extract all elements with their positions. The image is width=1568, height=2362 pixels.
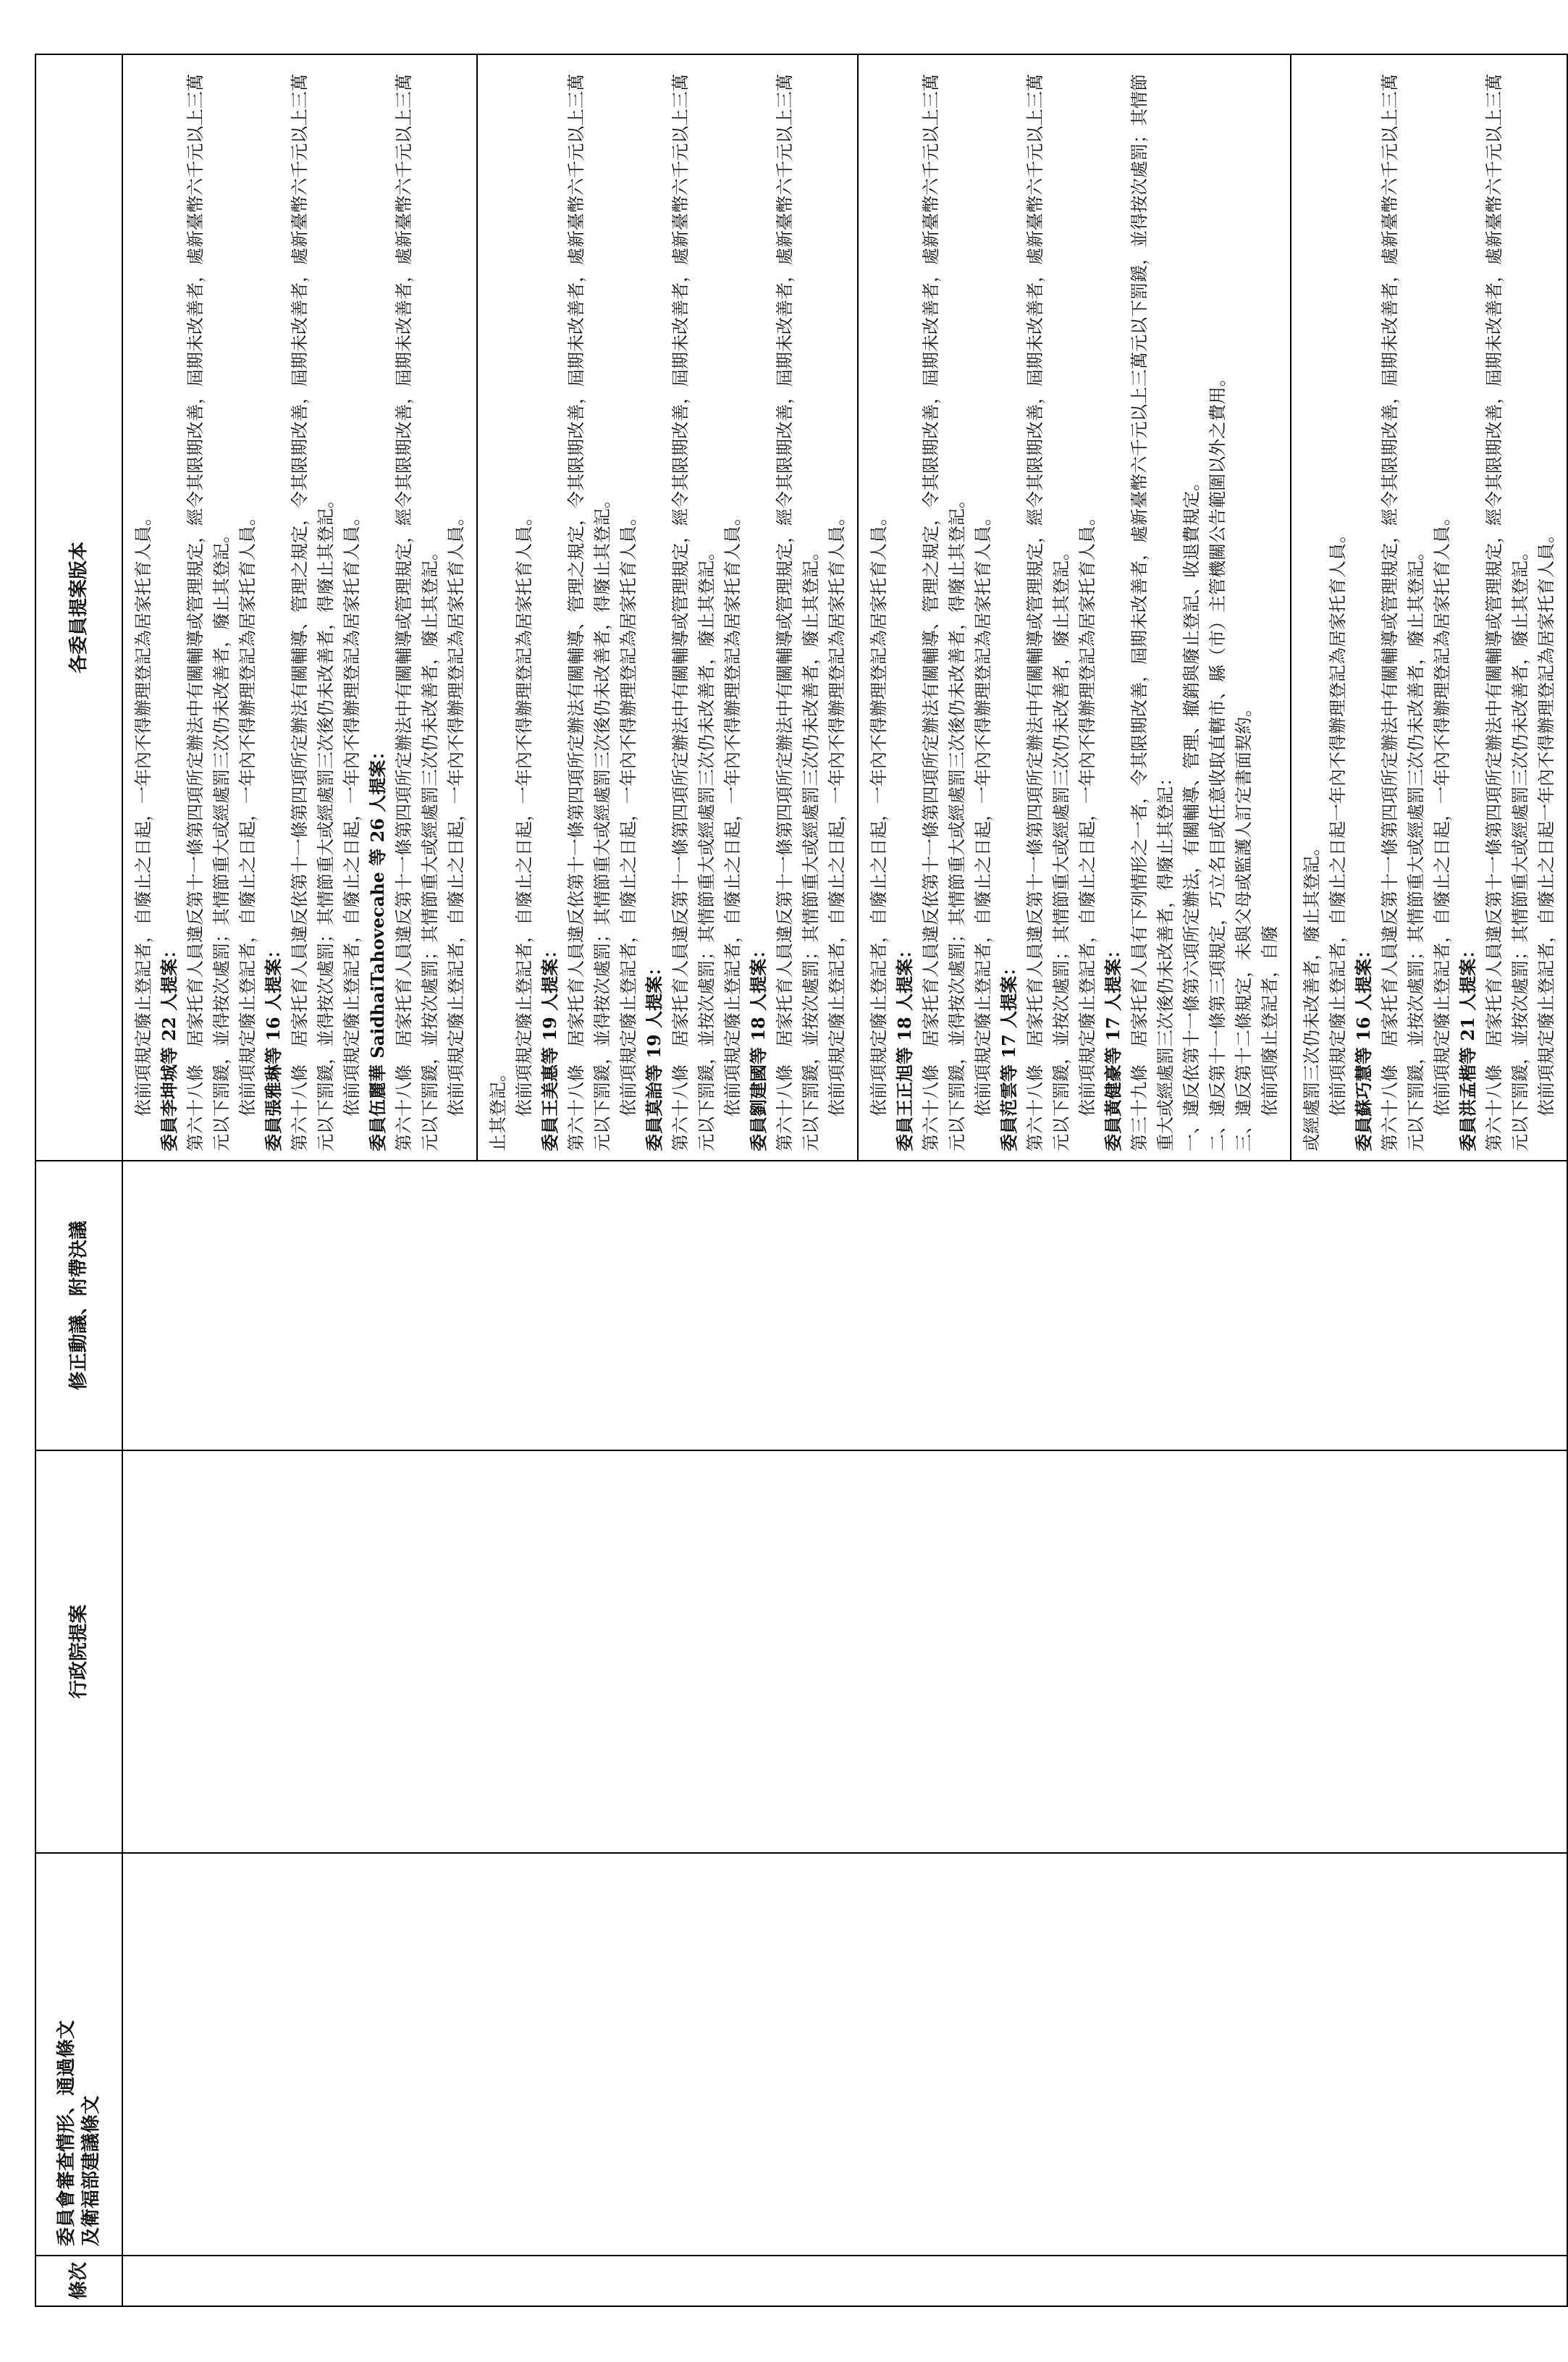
header-members: 各委員提案版本 <box>35 54 122 1161</box>
member-segment <box>476 55 857 1160</box>
proposer-heading: 委員劉建國等 18 人提案： <box>748 941 769 1151</box>
cell-executive <box>122 1450 1567 1853</box>
proposer-heading: 委員張雅琳等 16 人提案： <box>263 941 284 1151</box>
provision-text: 依前項規定廢止登記者，自廢止之日起，一年內不得辦理登記為居家托育人員。 <box>827 508 847 1117</box>
provision-text: 第六十八條 居家托育人員違反第十一條第四項所定辦法中有關輔導或管理規定，經令其限期改善，屆期未改善者，處新臺幣六千元以上三萬元以下罰鍰，並按次處罰；其情節重大或經處罰三次仍未改善者，廢止其登記。 <box>670 74 717 1151</box>
proposer-heading: 委員王正旭等 18 人提案： <box>894 941 915 1151</box>
provision-text: 第六十八條 居家托育人員違反依第十一條第四項所定辦法有關輔導、管理之規定，令其限期改善，屆期未改善者，處新臺幣六千元以上三萬元以下罰鍰，並得按次處罰；其情節重大或經處罰三次後仍未改善者，得廢止其登記。 <box>290 74 336 1151</box>
header-motion: 修正動議、附帶決議 <box>35 1161 122 1450</box>
proposer-heading: 委員黃健豪等 17 人提案： <box>1103 941 1124 1151</box>
provision-text: 或經處罰三次仍未改善者，廢止其登記。 <box>1302 839 1322 1151</box>
provision-text: 第六十八條 居家托育人員違反第十一條第四項所定辦法中有關輔導或管理規定，經令其限期改善，屆期未改善者，處新臺幣六千元以上三萬元以下罰鍰，並按次處罰；其情節重大或經處罰三次仍未改善者，廢止其登記。 <box>394 74 440 1151</box>
provision-text: 第六十八條 居家托育人員違反第十一條第四項所定辦法中有關輔導或管理規定，經令其限期改善，屆期未改善者，處新臺幣六千元以上三萬元以下罰鍰，並得按次處罰；其情節重大或經處罰三次仍未改善者，廢止其登記。 <box>185 74 232 1151</box>
provision-text: 依前項規定廢止登記者，自廢止之日起，一年內不得辦理登記為居家托育人員。 <box>446 508 466 1117</box>
member-segment <box>857 55 1290 1160</box>
proposer-heading: 委員王美惠等 19 人提案： <box>539 941 560 1151</box>
provision-text: 依前項規定廢止登記者，自廢止之日起，一年內不得辦理登記為居家托育人員。 <box>869 508 889 1117</box>
cell-motion <box>122 1161 1567 1450</box>
provision-text: 依前項規定廢止登記者，自廢止之日起，一年內不得辦理登記為居家托育人員。 <box>237 508 258 1117</box>
member-segment <box>1290 55 1567 1160</box>
provision-text: 止其登記。 <box>488 1064 508 1151</box>
provision-text: 依前項規定廢止登記者，自廢止之日起一年內不得辦理登記為居家托育人員。 <box>1536 526 1556 1117</box>
body-row <box>122 54 1567 2306</box>
member-segment <box>123 55 476 1160</box>
members-columns <box>123 55 1567 1160</box>
provision-text: 第六十八條 居家托育人員違反第十一條第四項所定辦法中有關輔導或管理規定，經令其限期改善，屆期未改善者，處新臺幣六千元以上三萬元以下罰鍰，並按次處罰；其情節重大或經處罰三次仍未改善者，廢止其登記。 <box>1380 74 1426 1151</box>
cell-committee <box>122 1853 1567 2256</box>
provision-text: 依前項規定廢止登記者，自廢止之日起，一年內不得辦理登記為居家托育人員。 <box>133 508 153 1117</box>
provision-text: 一、違反依第十一條第六項所定辦法，有關輔導、管理、撤銷與廢止登記、收退費規定。 <box>1181 474 1202 1151</box>
provision-text: 三、違反第十二條規定，未與父母或監護人訂定書面契約。 <box>1234 699 1254 1151</box>
provision-text: 第六十八條 居家托育人員違反依第十一條第四項所定辦法有關輔導、管理之規定，令其限期改善，屆期未改善者，處新臺幣六千元以上三萬元以下罰鍰，並得按次處罰；其情節重大或經處罰三次後仍未改善者，得廢止其登記。 <box>921 74 967 1151</box>
provision-text: 第六十八條 居家托育人員違反第十一條第四項所定辦法中有關輔導或管理規定，經令其限期改善，屆期未改善者，處新臺幣六千元以上三萬元以下罰鍰，並按次處罰；其情節重大或經處罰三次仍未改善者，廢止其登記。 <box>1025 74 1071 1151</box>
provision-text: 依前項規定廢止登記者，自廢止之日起，一年內不得辦理登記為居家托育人員。 <box>1077 508 1097 1117</box>
provision-text: 依前項規定廢止登記者，自廢止之日起一年內不得辦理登記為居家托育人員。 <box>1328 526 1348 1117</box>
cell-members <box>122 54 1567 1161</box>
provision-text: 第六十八條 居家托育人員違反依第十一條第四項所定辦法有關輔導、管理之規定，令其限期改善，屆期未改善者，處新臺幣六千元以上三萬元以下罰鍰，並得按次處罰；其情節重大或經處罰三次後仍未改善者，得廢止其登記。 <box>566 74 612 1151</box>
proposer-heading: 委員蘇巧慧等 16 人提案： <box>1353 941 1374 1151</box>
provision-text: 第六十八條 居家托育人員違反第十一條第四項所定辦法中有關輔導或管理規定，經令其限期改善，屆期未改善者，處新臺幣六千元以上三萬元以下罰鍰，並按次處罰；其情節重大或經處罰三次仍未改善者，廢止其登記。 <box>1484 74 1530 1151</box>
provision-text: 依前項規定廢止登記者，自廢止之日起，一年內不得辦理登記為居家托育人員。 <box>722 508 743 1117</box>
provision-text: 依前項規定廢止登記者，自廢止之日起，一年內不得辦理登記為居家托育人員。 <box>618 508 638 1117</box>
proposer-heading: 委員洪孟楷等 21 人提案： <box>1457 941 1478 1151</box>
header-committee: 委員會審查情形、通過條文 及衛福部建議條文 <box>35 1853 122 2256</box>
provision-text: 二、違反第十一條第三項規定，巧立名目或任意收取直轄市、縣（市）主管機關公告範圍以外之費用。 <box>1207 369 1228 1151</box>
comparison-table <box>35 54 1568 2307</box>
header-article: 條次 <box>35 2256 122 2306</box>
provision-text: 依前項廢止登記者，自廢 <box>1260 925 1280 1117</box>
provision-text: 依前項規定廢止登記者，自廢止之日起，一年內不得辦理登記為居家托育人員。 <box>342 508 362 1117</box>
proposer-heading: 委員莫詒等 19 人提案： <box>644 958 665 1151</box>
provision-text: 依前項規定廢止登記者，自廢止之日起，一年內不得辦理登記為居家托育人員。 <box>973 508 993 1117</box>
provision-text: 依前項規定廢止登記者，自廢止之日起，一年內不得辦理登記為居家托育人員。 <box>1432 508 1452 1117</box>
proposer-heading: 委員李坤城等 22 人提案： <box>159 941 180 1151</box>
proposer-heading: 委員范雲等 17 人提案： <box>998 958 1019 1151</box>
provision-text: 第三十九條 居家托育人員有下列情形之一者，令其限期改善，屆期未改善者，處新臺幣六千元以上三萬元以下罰鍰，並得按次處罰；其情節重大或經處罰三次後仍未改善者，得廢止其登記： <box>1129 74 1176 1151</box>
header-executive: 行政院提案 <box>35 1450 122 1853</box>
provision-text: 依前項規定廢止登記者，自廢止之日起，一年內不得辦理登記為居家托育人員。 <box>514 508 534 1117</box>
header-row <box>35 54 122 2306</box>
proposer-heading: 委員伍麗華 SaidhaiTahovecahe 等 26 人提案： <box>367 742 388 1151</box>
provision-text: 第六十八條 居家托育人員違反第十一條第四項所定辦法中有關輔導或管理規定，經令其限期改善，屆期未改善者，處新臺幣六千元以上三萬元以下罰鍰，並按次處罰；其情節重大或經處罰三次仍未改善者，廢止其登記。 <box>775 74 821 1151</box>
cell-article <box>122 2256 1567 2306</box>
